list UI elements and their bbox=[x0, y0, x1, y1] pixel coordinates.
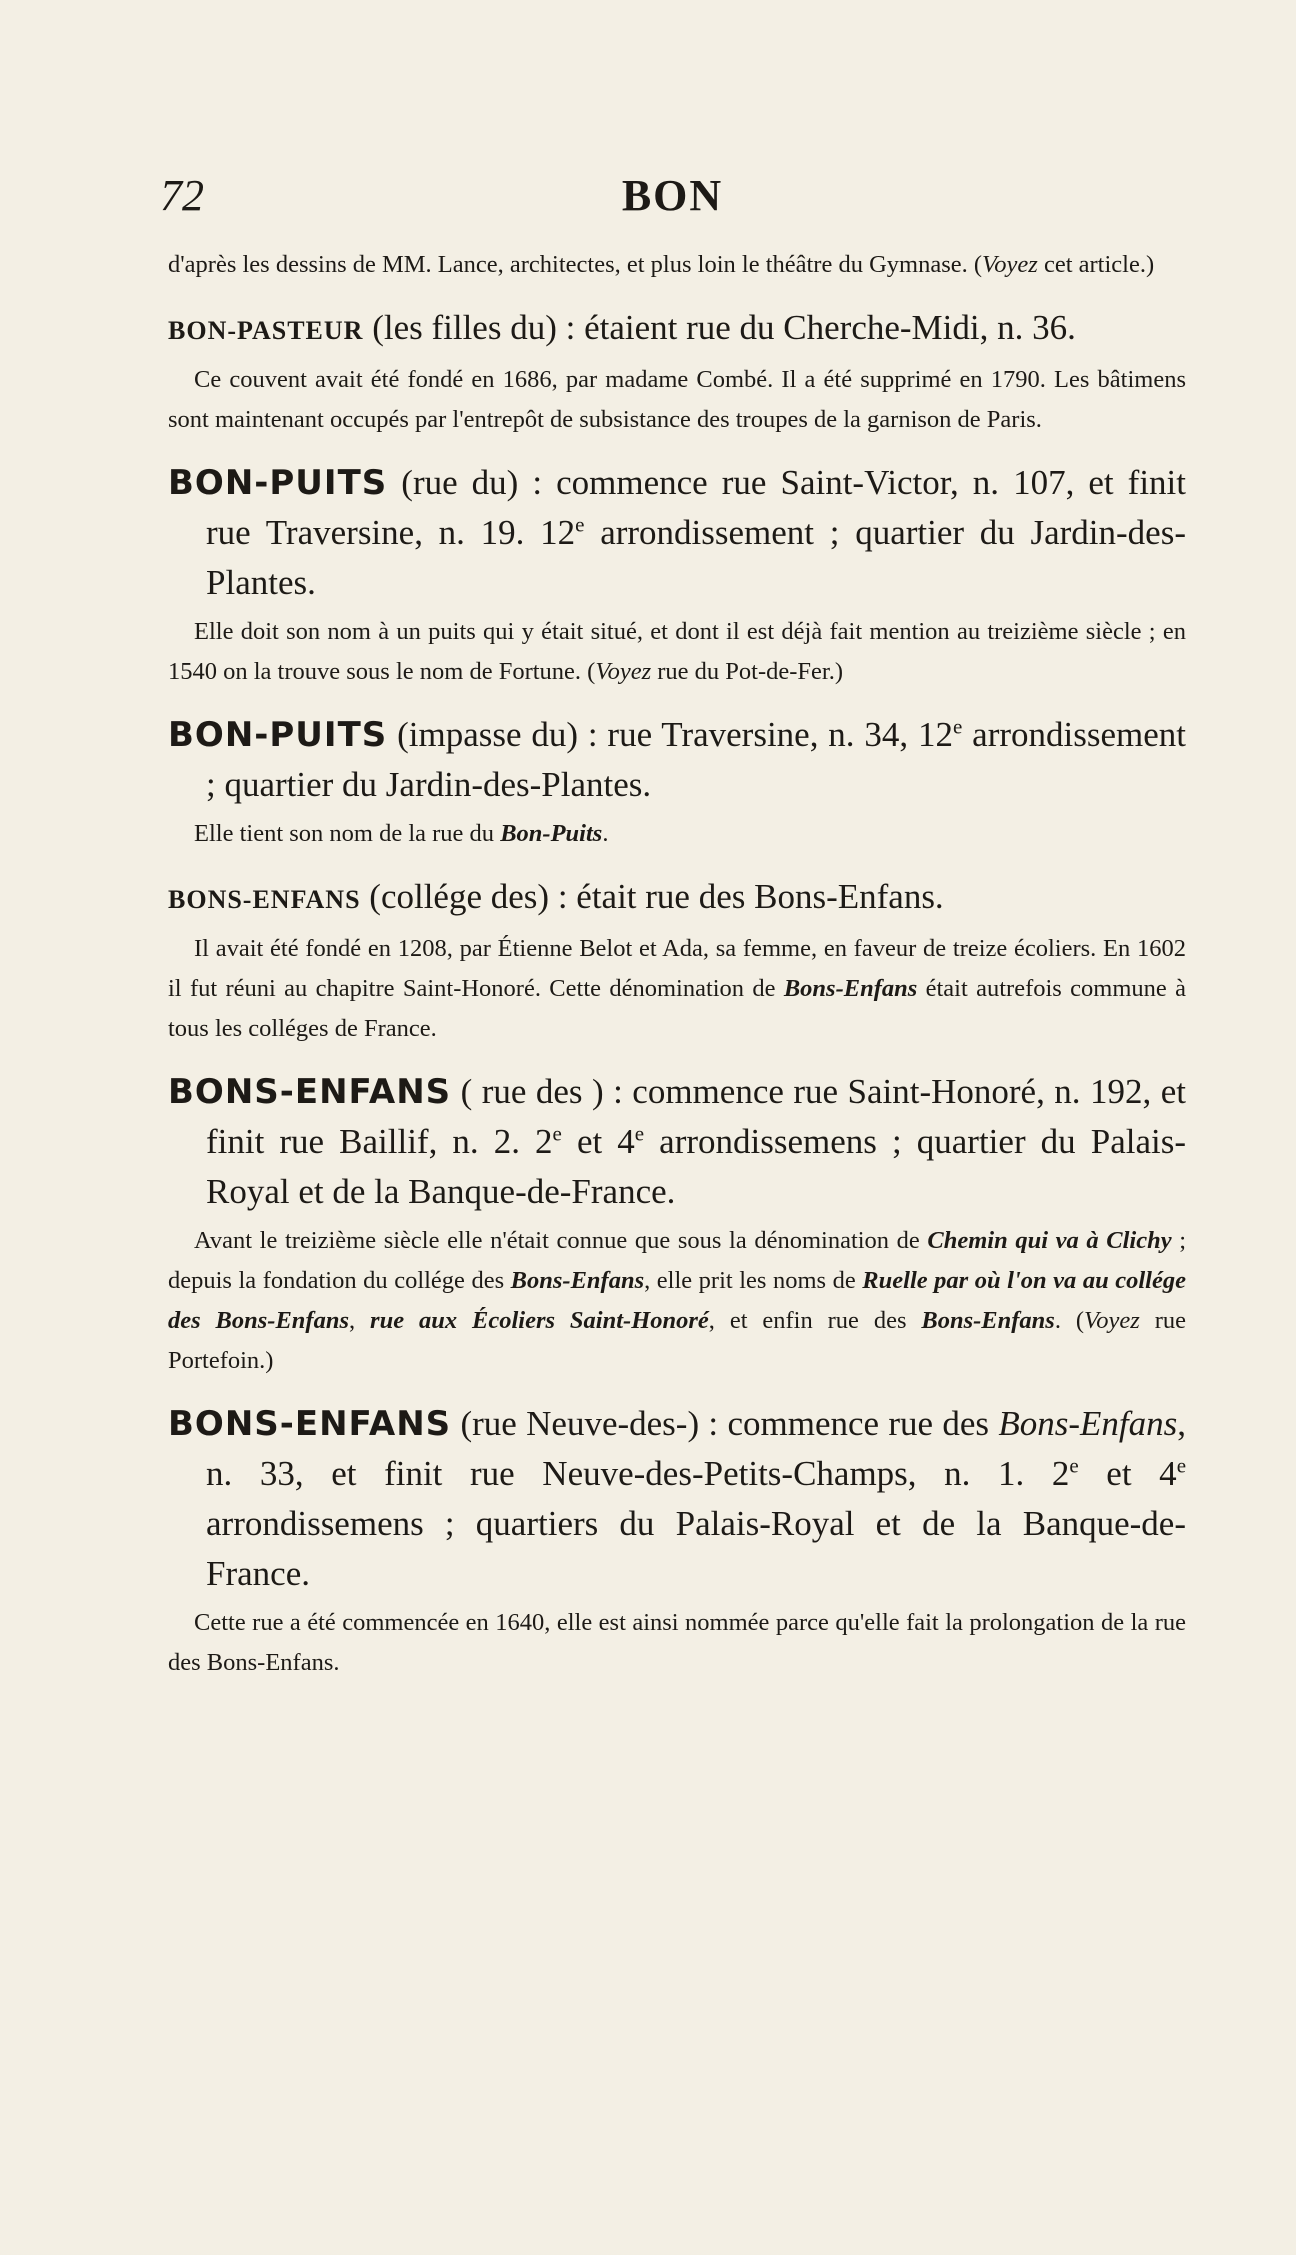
intro-paragraph bbox=[168, 245, 1186, 285]
desc-italic: Bons-Enfans bbox=[783, 975, 918, 1002]
entry-heading bbox=[168, 458, 1186, 608]
desc-italic: Bons-Enfans bbox=[510, 1267, 645, 1294]
desc-see: Voyez bbox=[1084, 1307, 1140, 1334]
entry-bons-enfans-rue bbox=[168, 1067, 1186, 1381]
desc-text: Il avait été fondé en 1208, par Étienne Belot et Ada, sa femme, en faveur de treize écoliers. En 1602 il fut réuni au chapitre Saint-Honoré. Cette dénomination de bbox=[168, 935, 1186, 1002]
superscript: e bbox=[552, 1121, 562, 1146]
entry-description: Ce couvent avait été fondé en 1686, par madame Combé. Il a été supprimé en 1790. Les bâtimens sont maintenant occupés par l'entrepôt de subsistance des troupes de la garnison de Paris. bbox=[168, 366, 1186, 433]
desc-text: était autrefois commune à tous les colléges de France. bbox=[168, 975, 1186, 1042]
desc-text: rue Portefoin.) bbox=[168, 1307, 1186, 1374]
superscript: e bbox=[1176, 1453, 1187, 1478]
entry-bons-enfans-college bbox=[168, 872, 1186, 1049]
entry-heading-text: (impasse du) : rue Traversine, n. 34, 12 bbox=[387, 715, 953, 754]
entry-heading-text: (les filles du) : étaient rue du Cherche-Midi, n. 36. bbox=[363, 308, 1076, 347]
entry-bons-enfans-neuve bbox=[168, 1399, 1186, 1683]
desc-text: , bbox=[349, 1307, 371, 1334]
desc-italic: Chemin qui va à Clichy bbox=[927, 1227, 1172, 1254]
entry-bon-puits-rue bbox=[168, 458, 1186, 692]
page-header bbox=[160, 170, 1185, 240]
page-content bbox=[168, 245, 1186, 1683]
entry-bon-pasteur bbox=[168, 303, 1186, 440]
desc-text: Elle doit son nom à un puits qui y était situé, et dont il est déjà fait mention au treizième siècle ; en 1540 on la trouve sous le nom de Fortune. ( bbox=[168, 618, 1186, 685]
superscript: e bbox=[1069, 1453, 1079, 1478]
entry-heading-text: et 4 bbox=[561, 1122, 635, 1161]
desc-italic: Ruelle par où l'on va au collége des Bons-Enfans bbox=[168, 1267, 1186, 1334]
desc-italic: Bons-Enfans bbox=[921, 1307, 1055, 1334]
desc-text: . bbox=[602, 820, 609, 847]
entry-heading bbox=[168, 1399, 1186, 1599]
entry-heading bbox=[168, 710, 1186, 810]
superscript: e bbox=[953, 714, 963, 739]
entry-heading-text: (collége des) : était rue des Bons-Enfans. bbox=[360, 877, 944, 916]
entry-description bbox=[168, 814, 1186, 854]
entry-heading bbox=[168, 872, 1186, 925]
superscript: e bbox=[634, 1121, 645, 1146]
entry-heading-text: arrondissemens ; quartier du Palais-Royal et de la Banque-de-France. bbox=[206, 1122, 1186, 1211]
entry-heading bbox=[168, 303, 1186, 356]
entry-headword: BONS-ENFANS bbox=[168, 1404, 452, 1444]
entry-heading-text: arrondissement ; quartier du Jardin-des-Plantes. bbox=[206, 513, 1186, 602]
desc-text: Elle tient son nom de la rue du bbox=[194, 820, 501, 847]
entry-heading-italic: Bons-Enfans bbox=[998, 1404, 1178, 1443]
entry-headword: BON-PASTEUR bbox=[168, 316, 364, 345]
entry-bon-puits-impasse bbox=[168, 710, 1186, 854]
entry-heading-text: arrondissement ; quartier du Jardin-des-Plantes. bbox=[206, 715, 1186, 804]
entry-heading-text: et 4 bbox=[1078, 1454, 1177, 1493]
entry-heading-text: (rue Neuve-des-) : commence rue des bbox=[451, 1404, 999, 1443]
entry-heading-text: ( rue des ) : commence rue Saint-Honoré, n. 192, et finit rue Baillif, n. 2. 2 bbox=[206, 1072, 1186, 1161]
entry-headword: BON-PUITS bbox=[168, 463, 388, 503]
entry-description bbox=[168, 612, 1186, 692]
page-number: 72 bbox=[160, 171, 204, 220]
desc-see: Voyez bbox=[595, 658, 652, 685]
entry-description bbox=[168, 1221, 1186, 1381]
entry-heading-text: , n. 33, et finit rue Neuve-des-Petits-Champs, n. 1. 2 bbox=[206, 1404, 1186, 1493]
entry-description: Cette rue a été commencée en 1640, elle est ainsi nommée parce qu'elle fait la prolongation de la rue des Bons-Enfans. bbox=[168, 1609, 1186, 1676]
entry-description bbox=[168, 929, 1186, 1049]
desc-text: Avant le treizième siècle elle n'était connue que sous la dénomination de bbox=[194, 1227, 928, 1254]
entry-headword: BON-PUITS bbox=[168, 715, 388, 755]
intro-see: Voyez bbox=[982, 251, 1038, 278]
superscript: e bbox=[575, 512, 585, 537]
desc-text: ; depuis la fondation du collége des bbox=[168, 1227, 1186, 1294]
desc-text: , et enfin rue des bbox=[708, 1307, 922, 1334]
desc-italic: rue aux Écoliers Saint-Honoré bbox=[370, 1307, 709, 1334]
intro-text: d'après les dessins de MM. Lance, architectes, et plus loin le théâtre du Gymnase. ( bbox=[168, 251, 983, 278]
entry-heading-text: (rue du) : commence rue Saint-Victor, n. 107, et finit rue Traversine, n. 19. 12 bbox=[206, 463, 1186, 552]
intro-text-end: cet article.) bbox=[1037, 251, 1155, 278]
entry-heading-text: arrondissemens ; quartiers du Palais-Royal et de la Banque-de-France. bbox=[206, 1504, 1186, 1593]
desc-text: , elle prit les noms de bbox=[644, 1267, 863, 1294]
entry-heading bbox=[168, 1067, 1186, 1217]
desc-text: . ( bbox=[1054, 1307, 1085, 1334]
desc-italic: Bon-Puits bbox=[500, 820, 603, 847]
running-head: BON bbox=[621, 171, 724, 220]
entry-headword: BONS-ENFANS bbox=[168, 1072, 452, 1112]
entry-headword: BONS-ENFANS bbox=[168, 885, 361, 914]
desc-text: rue du Pot-de-Fer.) bbox=[651, 658, 843, 685]
